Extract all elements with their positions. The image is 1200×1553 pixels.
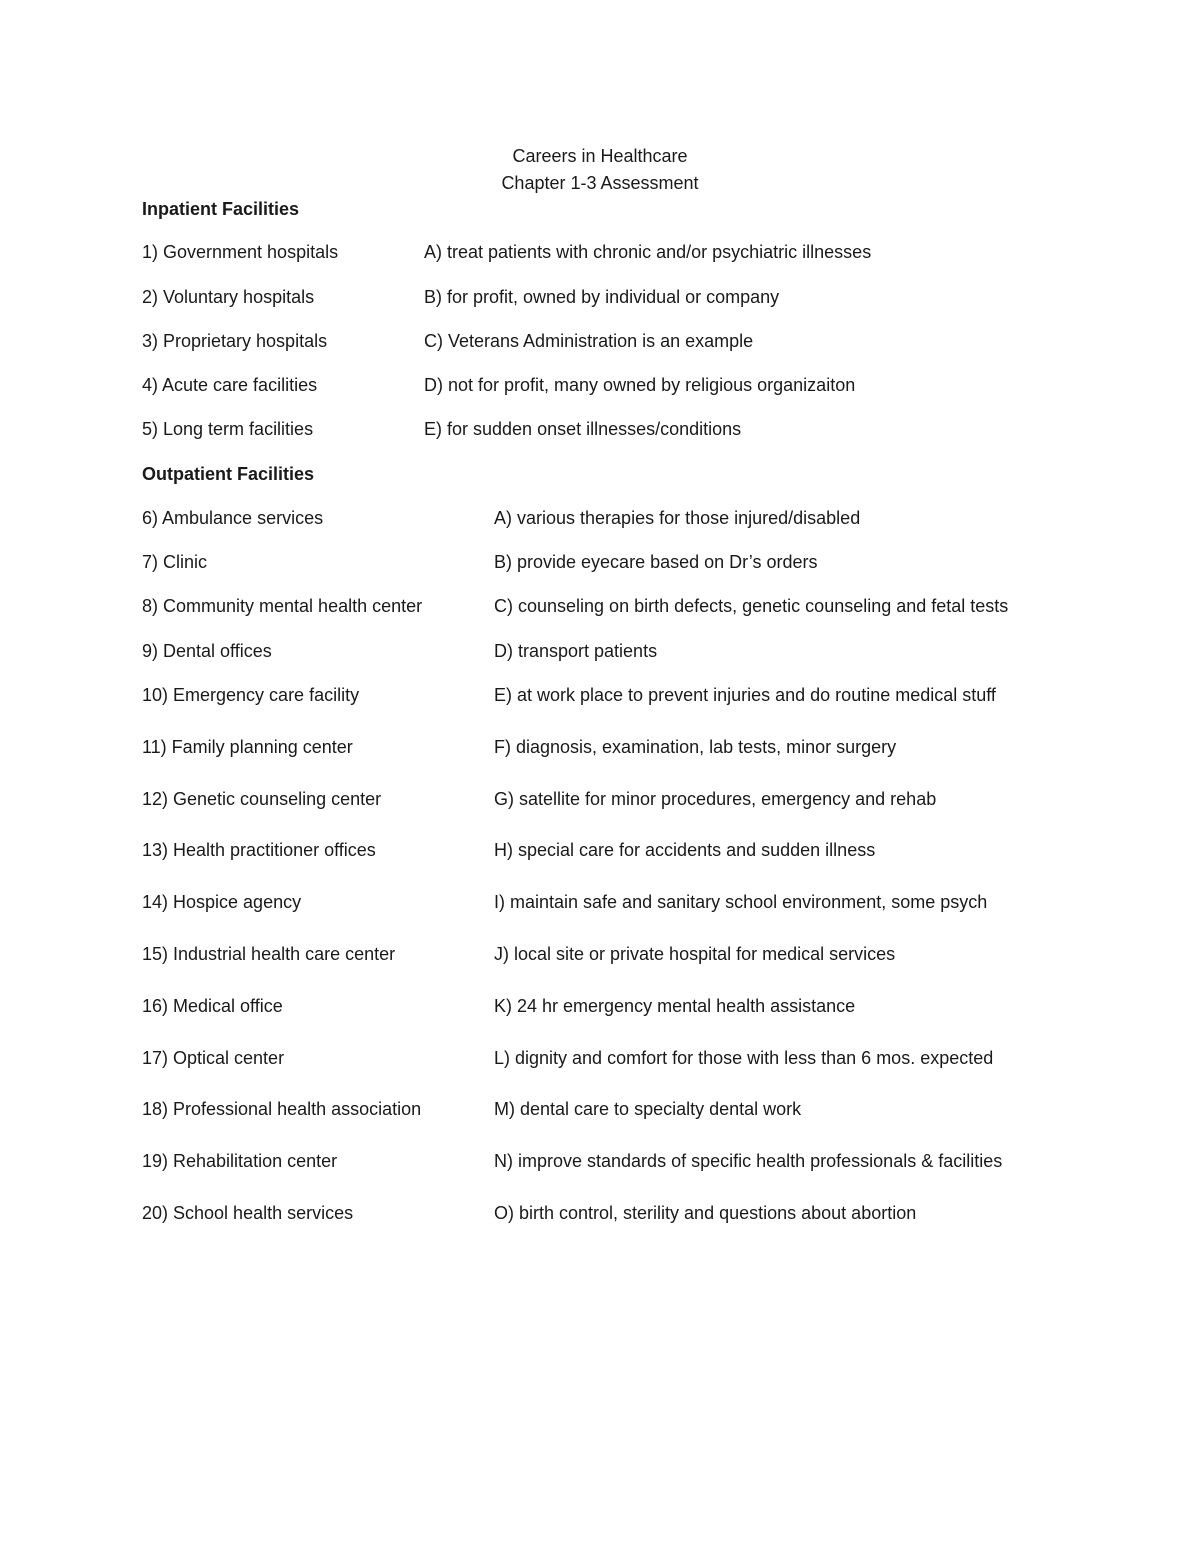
outpatient-row xyxy=(0,995,1200,1019)
inpatient-definition: E) for sudden onset illnesses/conditions xyxy=(424,419,742,439)
outpatient-definition: M) dental care to specialty dental work xyxy=(494,1099,802,1119)
outpatient-heading: Outpatient Facilities xyxy=(142,464,315,484)
outpatient-term: 12) Genetic counseling center xyxy=(142,789,382,809)
outpatient-term: 8) Community mental health center xyxy=(142,596,423,616)
inpatient-definition: D) not for profit, many owned by religious organizaiton xyxy=(424,375,856,395)
inpatient-heading: Inpatient Facilities xyxy=(142,199,300,219)
outpatient-definition: J) local site or private hospital for medical services xyxy=(494,944,896,964)
outpatient-row xyxy=(0,788,1200,812)
inpatient-term: 1) Government hospitals xyxy=(142,242,339,262)
inpatient-row xyxy=(0,286,1200,310)
outpatient-definition: A) various therapies for those injured/disabled xyxy=(494,508,861,528)
outpatient-definition: O) birth control, sterility and questions about abortion xyxy=(494,1203,917,1223)
document-title: Careers in Healthcare xyxy=(512,146,688,166)
outpatient-row xyxy=(0,684,1200,708)
outpatient-row xyxy=(0,736,1200,760)
outpatient-definition: H) special care for accidents and sudden illness xyxy=(494,840,876,860)
outpatient-term: 14) Hospice agency xyxy=(142,892,302,912)
outpatient-term: 17) Optical center xyxy=(142,1048,285,1068)
outpatient-definition: E) at work place to prevent injuries and do routine medical stuff xyxy=(494,685,996,705)
outpatient-row xyxy=(0,891,1200,915)
outpatient-term: 6) Ambulance services xyxy=(142,508,324,528)
outpatient-row xyxy=(0,507,1200,531)
outpatient-term: 7) Clinic xyxy=(142,552,208,572)
outpatient-term: 19) Rehabilitation center xyxy=(142,1151,338,1171)
outpatient-term: 15) Industrial health care center xyxy=(142,944,396,964)
outpatient-row xyxy=(0,595,1200,619)
inpatient-row xyxy=(0,374,1200,398)
outpatient-definition: I) maintain safe and sanitary school environment, some psych xyxy=(494,892,988,912)
outpatient-definition: G) satellite for minor procedures, emergency and rehab xyxy=(494,789,937,809)
inpatient-term: 3) Proprietary hospitals xyxy=(142,331,328,351)
outpatient-term: 9) Dental offices xyxy=(142,641,272,661)
outpatient-definition: F) diagnosis, examination, lab tests, minor surgery xyxy=(494,737,897,757)
outpatient-term: 20) School health services xyxy=(142,1203,354,1223)
outpatient-definition: L) dignity and comfort for those with less than 6 mos. expected xyxy=(494,1048,994,1068)
outpatient-term: 10) Emergency care facility xyxy=(142,685,360,705)
outpatient-definition: D) transport patients xyxy=(494,641,658,661)
outpatient-row xyxy=(0,551,1200,575)
outpatient-row xyxy=(0,839,1200,863)
outpatient-term: 16) Medical office xyxy=(142,996,283,1016)
outpatient-definition: B) provide eyecare based on Dr’s orders xyxy=(494,552,818,572)
inpatient-term: 2) Voluntary hospitals xyxy=(142,287,315,307)
outpatient-row xyxy=(0,1098,1200,1122)
outpatient-term: 13) Health practitioner offices xyxy=(142,840,376,860)
outpatient-definition: C) counseling on birth defects, genetic counseling and fetal tests xyxy=(494,596,1009,616)
outpatient-definition: K) 24 hr emergency mental health assistance xyxy=(494,996,856,1016)
inpatient-term: 5) Long term facilities xyxy=(142,419,314,439)
inpatient-row xyxy=(0,241,1200,265)
outpatient-row xyxy=(0,1202,1200,1226)
outpatient-term: 18) Professional health association xyxy=(142,1099,422,1119)
inpatient-row xyxy=(0,418,1200,442)
inpatient-term: 4) Acute care facilities xyxy=(142,375,318,395)
inpatient-definition: B) for profit, owned by individual or company xyxy=(424,287,780,307)
document-subtitle: Chapter 1-3 Assessment xyxy=(501,173,699,193)
outpatient-row xyxy=(0,1047,1200,1071)
outpatient-term: 11) Family planning center xyxy=(142,737,353,757)
inpatient-definition: A) treat patients with chronic and/or psychiatric illnesses xyxy=(424,242,872,262)
outpatient-row xyxy=(0,943,1200,967)
inpatient-row xyxy=(0,330,1200,354)
outpatient-row xyxy=(0,1150,1200,1174)
outpatient-row xyxy=(0,640,1200,664)
outpatient-definition: N) improve standards of specific health professionals & facilities xyxy=(494,1151,1003,1171)
inpatient-definition: C) Veterans Administration is an example xyxy=(424,331,754,351)
